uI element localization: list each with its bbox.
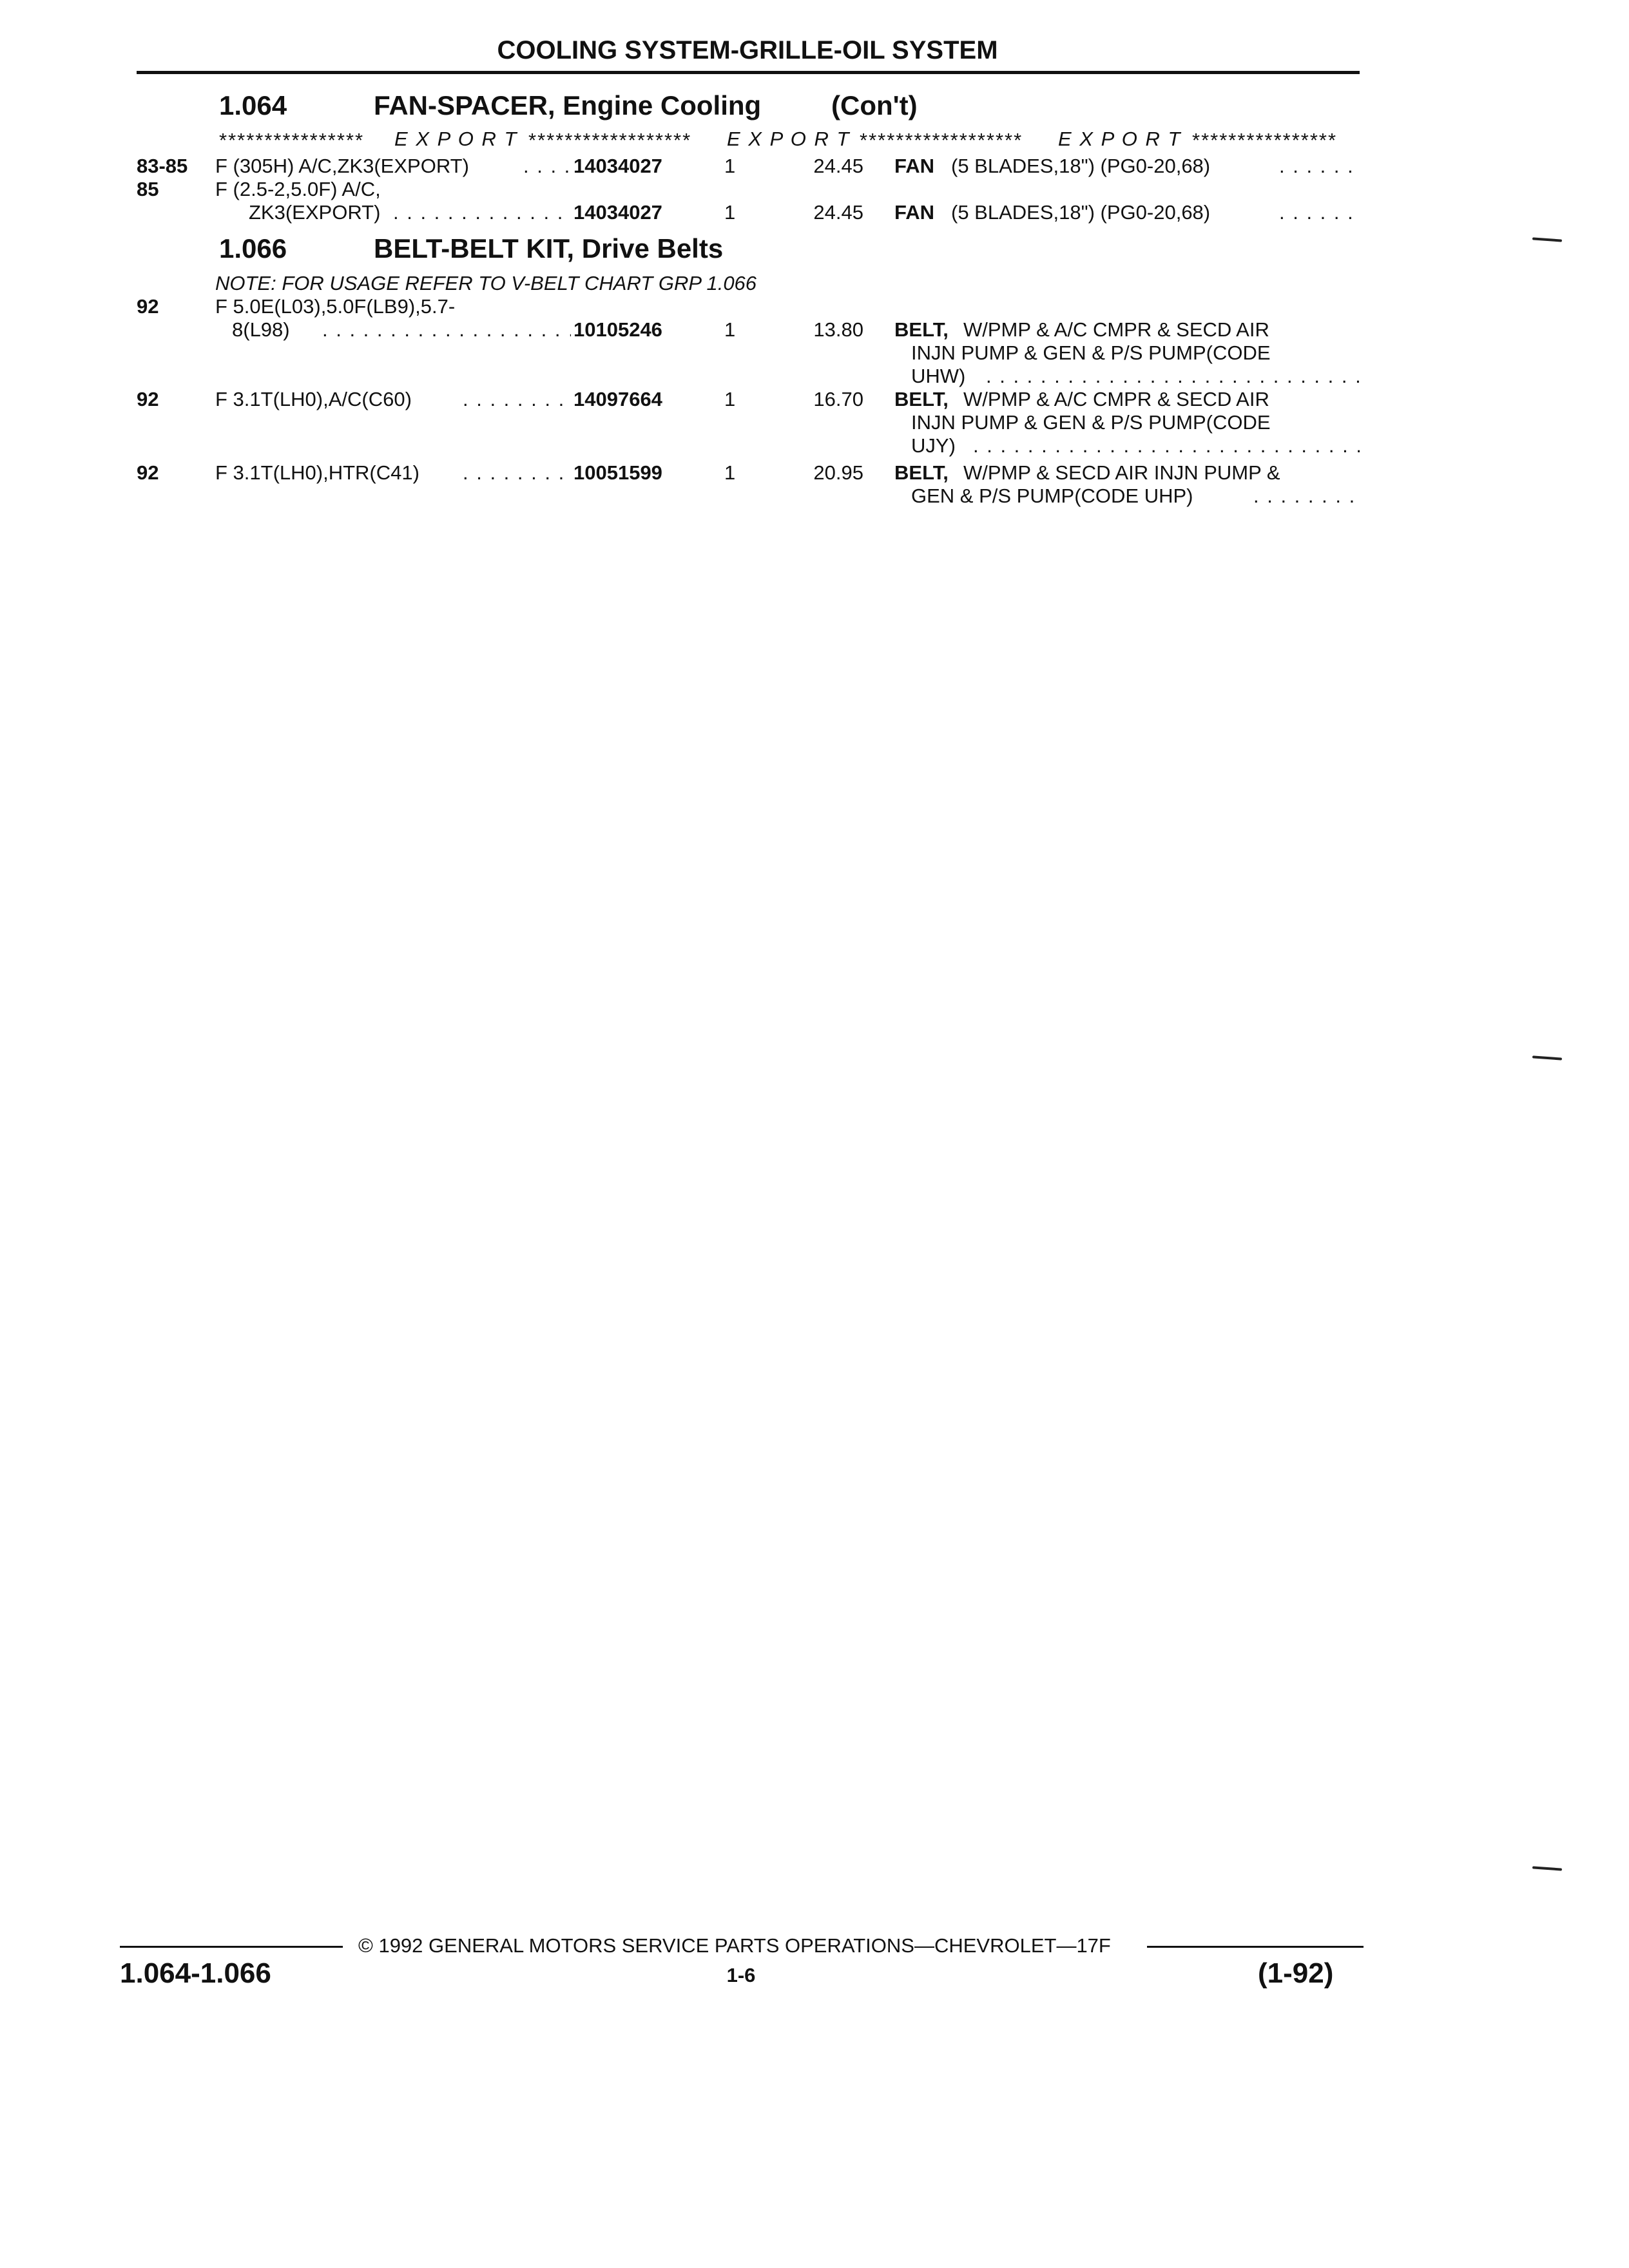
row-price: 16.70: [813, 388, 863, 410]
row-year: 85: [137, 178, 159, 200]
usage-note: NOTE: FOR USAGE REFER TO V-BELT CHART GRP 1.066: [215, 272, 757, 294]
row-description: F (2.5-2,5.0F) A/C,: [215, 178, 381, 200]
margin-mark: [1532, 1866, 1562, 1870]
row-part-name: BELT,: [894, 461, 949, 484]
export-stars: ******************: [528, 129, 692, 151]
section-continued: (Con't): [831, 90, 918, 120]
row-part-name: BELT,: [894, 388, 949, 410]
margin-mark: [1532, 1055, 1562, 1060]
leader-dots: [1279, 201, 1360, 224]
row-part-detail: W/PMP & A/C CMPR & SECD AIR: [963, 318, 1269, 341]
row-quantity: 1: [724, 388, 736, 410]
leader-dots: [986, 365, 1360, 388]
row-price: 24.45: [813, 155, 863, 177]
row-year: 83-85: [137, 155, 188, 177]
row-description-cont: ZK3(EXPORT): [249, 201, 381, 224]
row-part-detail-cont: INJN PUMP & GEN & P/S PUMP(CODE: [911, 411, 1271, 434]
copyright-line: © 1992 GENERAL MOTORS SERVICE PARTS OPERATIONS—CHEVROLET—17F: [358, 1934, 1111, 1957]
row-part-name: BELT,: [894, 318, 949, 341]
page-title: COOLING SYSTEM-GRILLE-OIL SYSTEM: [497, 36, 998, 64]
row-part-number: 10051599: [574, 461, 662, 484]
row-part-detail: (5 BLADES,18") (PG0-20,68): [951, 201, 1211, 224]
margin-mark: [1532, 237, 1562, 242]
export-stars: ******************: [860, 129, 1023, 151]
row-description: F 3.1T(LH0),HTR(C41): [215, 461, 419, 484]
row-part-number: 14034027: [574, 155, 662, 177]
row-price: 20.95: [813, 461, 863, 484]
export-label: E X P O R T: [1058, 128, 1182, 150]
row-year: 92: [137, 461, 159, 484]
leader-dots: [523, 155, 571, 178]
page-range: 1.064-1.066: [120, 1957, 271, 1989]
section-title-1064: FAN-SPACER, Engine Cooling: [374, 90, 762, 120]
section-number-1066: 1.066: [219, 233, 287, 264]
leader-dots: [463, 388, 571, 411]
row-price: 13.80: [813, 318, 863, 341]
section-number-1064: 1.064: [219, 90, 287, 120]
row-description: F 5.0E(L03),5.0F(LB9),5.7-: [215, 295, 456, 318]
row-part-detail-cont: INJN PUMP & GEN & P/S PUMP(CODE: [911, 341, 1271, 364]
row-quantity: 1: [724, 318, 736, 341]
leader-dots: [463, 461, 571, 485]
row-part-name: FAN: [894, 155, 934, 177]
leader-dots: [322, 318, 571, 341]
row-part-detail: (5 BLADES,18") (PG0-20,68): [951, 155, 1211, 177]
row-description: F 3.1T(LH0),A/C(C60): [215, 388, 412, 410]
leader-dots: [393, 201, 571, 224]
export-stars: ****************: [219, 129, 365, 151]
row-quantity: 1: [724, 201, 736, 224]
row-part-detail-cont: UHW): [911, 365, 966, 387]
row-part-name: FAN: [894, 201, 934, 224]
export-stars: ****************: [1192, 129, 1338, 151]
leader-dots: [973, 434, 1360, 457]
row-part-detail: W/PMP & A/C CMPR & SECD AIR: [963, 388, 1269, 410]
footer-rule-left: [120, 1946, 343, 1948]
page-number: 1-6: [726, 1964, 756, 1986]
row-year: 92: [137, 388, 159, 410]
export-label: E X P O R T: [394, 128, 518, 150]
row-part-number: 10105246: [574, 318, 662, 341]
row-part-detail: W/PMP & SECD AIR INJN PUMP &: [963, 461, 1280, 484]
row-part-detail-cont: UJY): [911, 434, 956, 457]
export-label: E X P O R T: [727, 128, 851, 150]
leader-dots: [1253, 485, 1360, 508]
row-description-cont: 8(L98): [232, 318, 290, 341]
header-rule: [137, 71, 1360, 74]
row-year: 92: [137, 295, 159, 318]
row-quantity: 1: [724, 155, 736, 177]
row-quantity: 1: [724, 461, 736, 484]
row-price: 24.45: [813, 201, 863, 224]
row-part-number: 14097664: [574, 388, 662, 410]
section-title-1066: BELT-BELT KIT, Drive Belts: [374, 233, 724, 264]
footer-rule-right: [1147, 1946, 1364, 1948]
edition-code: (1-92): [1258, 1957, 1334, 1989]
row-part-number: 14034027: [574, 201, 662, 224]
leader-dots: [1279, 155, 1360, 178]
row-part-detail-cont: GEN & P/S PUMP(CODE UHP): [911, 485, 1193, 507]
row-description: F (305H) A/C,ZK3(EXPORT): [215, 155, 469, 177]
